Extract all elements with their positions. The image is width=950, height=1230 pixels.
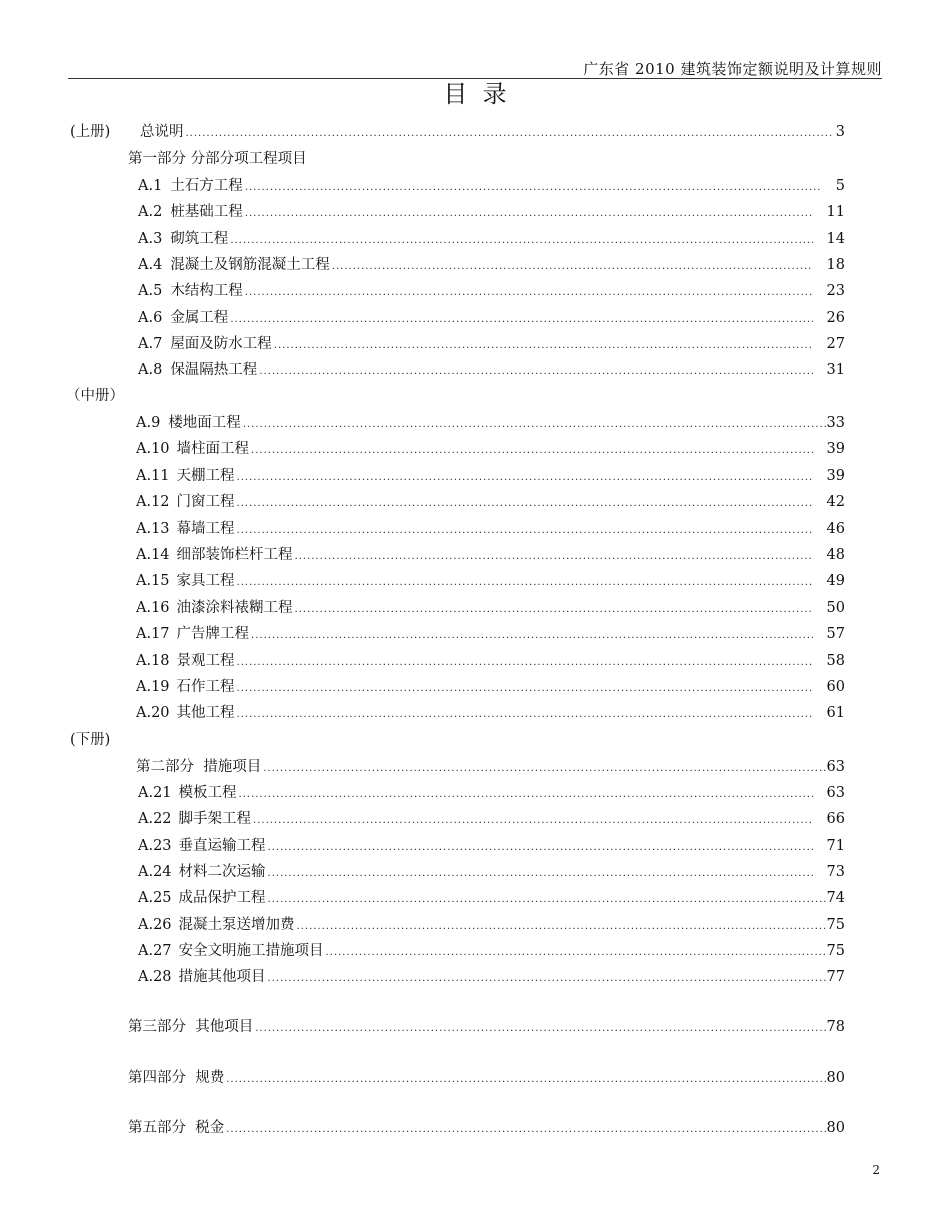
toc-entry-name: 墙柱面工程 [176,441,250,458]
toc-entry-code: A.9 [136,415,161,431]
toc-entry-page: 71 [826,837,845,854]
toc-entry-name: 家具工程 [176,573,235,590]
toc-entry-name: 第四部分 规费 [128,1070,225,1086]
toc-entry-code: A.2 [138,204,163,221]
toc-leader-dots [268,868,813,879]
toc-entry[interactable] [138,174,845,195]
toc-leader-dots [237,472,813,483]
toc-entry-name: 细部装饰栏杆工程 [176,547,293,563]
toc-leader-dots [295,604,813,615]
toc-entry[interactable] [138,332,845,353]
toc-entry-code: A.28 [138,969,172,986]
toc-entry-code: A.22 [138,811,172,828]
toc-entry-name: 楼地面工程 [168,415,241,431]
toc-entry-page: 42 [826,494,845,511]
toc-entry[interactable] [136,437,845,458]
toc-leader-dots [239,789,813,800]
toc-entry-name: 石作工程 [176,679,235,695]
part-heading-1: 第一部分 分部分项工程项目 [128,151,307,167]
toc-leader-dots [259,366,812,377]
toc-entry-part5[interactable] [128,1116,845,1137]
toc-entry-name: 第三部分 其他项目 [128,1019,254,1035]
toc-leader-dots [251,445,813,456]
toc-leader-dots [230,314,812,325]
toc-entry-page: 39 [826,467,845,484]
toc-leader-dots [237,657,813,668]
toc-leader-dots [230,235,812,246]
toc-entry-page: 48 [826,547,845,563]
toc-entry[interactable] [136,464,845,485]
toc-leader-dots [332,261,813,272]
toc-entry-name: 材料二次运输 [178,863,266,880]
toc-entry-name: 门窗工程 [176,494,235,511]
toc-entry-page: 57 [826,626,845,643]
toc-entry-page: 78 [826,1019,845,1035]
toc-entry[interactable] [136,543,845,564]
toc-entry-name: 脚手架工程 [178,811,252,828]
toc-entry[interactable] [138,886,845,907]
toc-entry-name: 砌筑工程 [170,230,229,247]
toc-entry-name: 保温隔热工程 [170,362,258,379]
toc-leader-dots [326,947,827,958]
toc-leader-dots [237,709,813,720]
toc-entry-code: A.21 [138,785,172,801]
toc-leader-dots [226,1124,826,1135]
toc-entry[interactable] [136,649,845,670]
toc-entry-page: 50 [826,599,845,616]
toc-entry-page: 60 [826,679,845,695]
volume-label-upper: (上册) [70,124,111,140]
toc-leader-dots [245,287,813,298]
toc-entry[interactable] [138,781,845,802]
toc-entry-code: A.3 [138,230,163,247]
toc-leader-dots [274,340,813,351]
toc-entry-code: A.27 [138,942,172,959]
toc-entry-name: 金属工程 [170,309,229,326]
toc-entry-general[interactable] [140,120,845,141]
toc-entry-page: 33 [826,415,845,431]
toc-entry[interactable] [136,596,845,617]
toc-entry-page: 3 [835,124,845,140]
toc-entry-part2[interactable] [136,755,845,776]
toc-entry-name: 屋面及防水工程 [170,335,272,352]
toc-title: 目 录 [443,80,507,108]
toc-entry[interactable] [138,200,845,221]
toc-entry[interactable] [138,227,845,248]
toc-entry-page: 75 [826,916,845,933]
toc-entry-page: 31 [826,362,845,379]
toc-entry-page: 80 [826,1120,845,1136]
toc-leader-dots [245,208,813,219]
toc-entry-name: 景观工程 [176,652,235,669]
volume-label-lower: (下册) [70,732,111,748]
toc-entry-name: 广告牌工程 [176,626,250,643]
toc-entry-code: A.16 [136,599,170,616]
toc-entry-name: 成品保护工程 [178,890,266,907]
toc-entry[interactable] [138,253,845,274]
toc-entry[interactable] [138,965,845,986]
toc-leader-dots [295,551,813,562]
toc-entry-code: A.14 [136,547,170,563]
toc-entry-page: 77 [826,969,845,986]
toc-entry[interactable] [136,517,845,538]
toc-entry-code: A.13 [136,520,170,537]
toc-entry-page: 18 [826,256,845,273]
toc-entry[interactable] [138,807,845,828]
toc-leader-dots [268,842,813,853]
toc-entry-page: 80 [826,1070,845,1086]
toc-entry-name: 措施其他项目 [178,969,266,986]
toc-entry-name: 土石方工程 [170,178,243,194]
toc-leader-dots [186,128,834,139]
toc-entry-name: 混凝土泵送增加费 [178,916,295,933]
toc-leader-dots [255,1023,826,1034]
toc-entry-page: 27 [826,335,845,352]
toc-entry-name: 桩基础工程 [170,204,243,221]
toc-entry-code: A.26 [138,916,172,933]
toc-entry-code: A.17 [136,626,170,643]
toc-entry-page: 46 [826,520,845,537]
toc-entry-page: 11 [826,204,845,221]
page-header-title: 广东省 2010 建筑装饰定额说明及计算规则 [583,60,882,78]
toc-entry-code: A.10 [136,441,170,458]
toc-entry-part3[interactable] [128,1015,845,1036]
toc-entry[interactable] [136,411,845,432]
toc-entry-name: 混凝土及钢筋混凝土工程 [170,256,330,273]
volume-label-middle: （中册） [66,388,124,404]
toc-entry-page: 14 [826,230,845,247]
toc-leader-dots [268,973,827,984]
toc-leader-dots [237,498,813,509]
toc-leader-dots [268,894,827,905]
toc-entry-page: 74 [826,890,845,907]
toc-entry[interactable] [136,490,845,511]
toc-leader-dots [297,921,827,932]
toc-leader-dots [251,630,813,641]
toc-leader-dots [253,815,813,826]
toc-entry-code: A.12 [136,494,170,511]
toc-entry-name: 第二部分 措施项目 [136,759,262,775]
toc-entry-code: A.20 [136,705,170,722]
toc-entry-code: A.1 [138,178,163,194]
toc-entry-code: A.11 [136,467,170,484]
toc-entry[interactable] [136,569,845,590]
toc-leader-dots [237,525,813,536]
toc-entry-name: 其他工程 [176,705,235,722]
toc-entry-name: 幕墙工程 [176,520,235,537]
toc-entry-page: 61 [826,705,845,722]
toc-entry-code: A.7 [138,335,163,352]
toc-entry-name: 垂直运输工程 [178,837,266,854]
toc-entry[interactable] [138,913,845,934]
toc-entry-page: 73 [826,863,845,880]
toc-entry[interactable] [136,675,845,696]
toc-entry-name: 木结构工程 [170,283,243,300]
page-number: 2 [872,1163,880,1177]
toc-entry-page: 23 [826,283,845,300]
toc-entry-code: A.4 [138,256,163,273]
toc-leader-dots [237,577,813,588]
toc-entry-part4[interactable] [128,1066,845,1087]
toc-entry-page: 66 [826,811,845,828]
toc-entry-code: A.19 [136,679,170,695]
toc-entry-name: 安全文明施工措施项目 [178,942,324,959]
toc-entry-page: 63 [826,759,845,775]
toc-entry-code: A.6 [138,309,163,326]
toc-entry-name: 天棚工程 [176,467,235,484]
toc-entry-page: 58 [826,652,845,669]
toc-entry[interactable] [138,306,845,327]
toc-entry-code: A.15 [136,573,170,590]
toc-leader-dots [245,182,822,193]
toc-entry[interactable] [136,622,845,643]
toc-entry-page: 5 [835,178,845,194]
toc-entry[interactable] [136,701,845,722]
toc-entry-name: 油漆涂料裱糊工程 [176,599,293,616]
toc-entry-page: 39 [826,441,845,458]
toc-leader-dots [226,1074,826,1085]
toc-entry-page: 75 [826,942,845,959]
toc-entry-code: A.23 [138,837,172,854]
toc-leader-dots [243,419,827,430]
toc-entry-page: 49 [826,573,845,590]
toc-entry-page: 63 [826,785,845,801]
toc-leader-dots [263,763,826,774]
toc-entry-name: 模板工程 [178,785,237,801]
toc-entry[interactable] [138,279,845,300]
toc-entry-code: A.8 [138,362,163,379]
toc-entry[interactable] [138,939,845,960]
toc-entry[interactable] [138,860,845,881]
toc-entry[interactable] [138,358,845,379]
toc-entry-code: A.18 [136,652,170,669]
toc-entry-code: A.5 [138,283,163,300]
toc-entry-page: 26 [826,309,845,326]
toc-entry-name: 第五部分 税金 [128,1120,225,1136]
toc-entry[interactable] [138,834,845,855]
toc-leader-dots [237,683,813,694]
toc-entry-code: A.24 [138,863,172,880]
toc-entry-name: 总说明 [140,124,184,140]
toc-entry-code: A.25 [138,890,172,907]
